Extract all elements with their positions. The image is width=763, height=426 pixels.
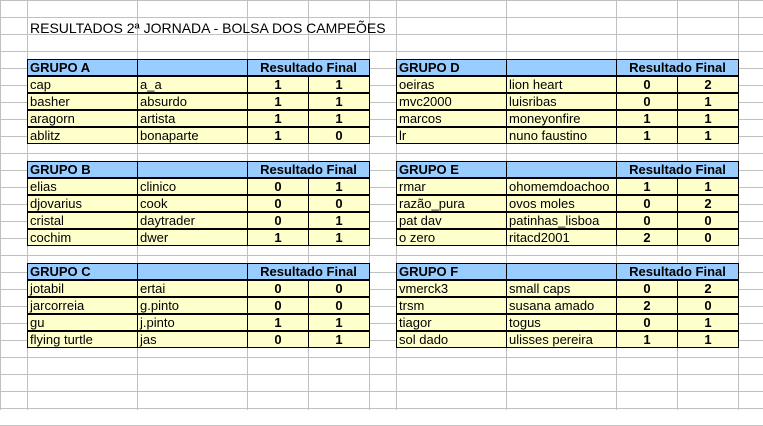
player-away-cell[interactable]: lion heart <box>506 76 617 93</box>
score-home-cell[interactable]: 0 <box>247 195 309 212</box>
player-home-cell[interactable]: tiagor <box>396 314 507 331</box>
player-home-cell[interactable]: rmar <box>396 178 507 195</box>
score-home-cell[interactable]: 0 <box>616 93 678 110</box>
score-away-cell[interactable]: 1 <box>308 76 370 93</box>
score-away-cell[interactable]: 0 <box>677 229 739 246</box>
result-final-header[interactable]: Resultado Final <box>247 59 370 76</box>
player-away-cell[interactable]: clinico <box>137 178 248 195</box>
player-home-cell[interactable]: djovarius <box>27 195 138 212</box>
group-header-blank[interactable] <box>506 263 617 280</box>
group-name-header[interactable]: GRUPO C <box>27 263 138 280</box>
score-home-cell[interactable]: 0 <box>616 280 678 297</box>
result-final-header[interactable]: Resultado Final <box>247 161 370 178</box>
player-home-cell[interactable]: flying turtle <box>27 331 138 348</box>
score-home-cell[interactable]: 1 <box>247 229 309 246</box>
score-home-cell[interactable]: 1 <box>247 127 309 144</box>
grid-row-line <box>0 408 763 409</box>
player-away-cell[interactable]: small caps <box>506 280 617 297</box>
group-header-blank[interactable] <box>506 59 617 76</box>
score-home-cell[interactable]: 1 <box>247 76 309 93</box>
player-away-cell[interactable]: artista <box>137 110 248 127</box>
player-home-cell[interactable]: cristal <box>27 212 138 229</box>
result-final-header[interactable]: Resultado Final <box>616 161 739 178</box>
group-name-header[interactable]: GRUPO B <box>27 161 138 178</box>
score-away-cell[interactable]: 0 <box>677 212 739 229</box>
score-away-cell[interactable]: 1 <box>308 178 370 195</box>
score-away-cell[interactable]: 0 <box>308 195 370 212</box>
score-away-cell[interactable]: 0 <box>677 297 739 314</box>
player-home-cell[interactable]: pat dav <box>396 212 507 229</box>
group-header-blank[interactable] <box>506 161 617 178</box>
score-home-cell[interactable]: 0 <box>247 331 309 348</box>
score-home-cell[interactable]: 0 <box>616 76 678 93</box>
grid-row-line <box>0 374 763 375</box>
group-header-blank[interactable] <box>137 263 248 280</box>
player-away-cell[interactable]: patinhas_lisboa <box>506 212 617 229</box>
grid-row-line <box>0 153 763 154</box>
grid-row-line <box>0 357 763 358</box>
grid-row-line <box>0 391 763 392</box>
score-home-cell[interactable]: 1 <box>247 110 309 127</box>
grid-row-line <box>0 17 763 18</box>
player-home-cell[interactable]: razão_pura <box>396 195 507 212</box>
player-home-cell[interactable]: cap <box>27 76 138 93</box>
score-away-cell[interactable]: 1 <box>677 314 739 331</box>
player-away-cell[interactable]: togus <box>506 314 617 331</box>
player-away-cell[interactable]: daytrader <box>137 212 248 229</box>
group-name-header[interactable]: GRUPO F <box>396 263 507 280</box>
score-home-cell[interactable]: 2 <box>616 297 678 314</box>
score-home-cell[interactable]: 0 <box>616 195 678 212</box>
score-away-cell[interactable]: 1 <box>308 212 370 229</box>
score-home-cell[interactable]: 0 <box>247 178 309 195</box>
group-name-header[interactable]: GRUPO E <box>396 161 507 178</box>
player-home-cell[interactable]: gu <box>27 314 138 331</box>
score-home-cell[interactable]: 1 <box>247 93 309 110</box>
player-away-cell[interactable]: susana amado <box>506 297 617 314</box>
player-away-cell[interactable]: ovos moles <box>506 195 617 212</box>
group-name-header[interactable]: GRUPO D <box>396 59 507 76</box>
player-home-cell[interactable]: o zero <box>396 229 507 246</box>
score-away-cell[interactable]: 2 <box>677 76 739 93</box>
player-home-cell[interactable]: mvc2000 <box>396 93 507 110</box>
result-final-header[interactable]: Resultado Final <box>247 263 370 280</box>
score-home-cell[interactable]: 0 <box>247 297 309 314</box>
group-name-header[interactable]: GRUPO A <box>27 59 138 76</box>
player-away-cell[interactable]: ulisses pereira <box>506 331 617 348</box>
score-home-cell[interactable]: 1 <box>247 314 309 331</box>
score-away-cell[interactable]: 1 <box>677 93 739 110</box>
player-home-cell[interactable]: aragorn <box>27 110 138 127</box>
player-away-cell[interactable]: a_a <box>137 76 248 93</box>
player-away-cell[interactable]: nuno faustino <box>506 127 617 144</box>
player-home-cell[interactable]: sol dado <box>396 331 507 348</box>
player-home-cell[interactable]: cochim <box>27 229 138 246</box>
grid-row-line <box>0 51 763 52</box>
player-home-cell[interactable]: marcos <box>396 110 507 127</box>
player-away-cell[interactable]: absurdo <box>137 93 248 110</box>
player-home-cell[interactable]: vmerck3 <box>396 280 507 297</box>
player-away-cell[interactable]: bonaparte <box>137 127 248 144</box>
score-away-cell[interactable]: 0 <box>308 127 370 144</box>
score-away-cell[interactable]: 1 <box>677 178 739 195</box>
player-away-cell[interactable]: jas <box>137 331 248 348</box>
grid-column-line <box>0 0 1 410</box>
player-away-cell[interactable]: j.pinto <box>137 314 248 331</box>
player-away-cell[interactable]: dwer <box>137 229 248 246</box>
player-home-cell[interactable]: lr <box>396 127 507 144</box>
score-away-cell[interactable]: 1 <box>308 314 370 331</box>
group-header-blank[interactable] <box>137 161 248 178</box>
score-home-cell[interactable]: 1 <box>616 331 678 348</box>
player-away-cell[interactable]: ritacd2001 <box>506 229 617 246</box>
sheet-title: RESULTADOS 2ª JORNADA - BOLSA DOS CAMPEÕES <box>30 20 386 36</box>
player-away-cell[interactable]: moneyonfire <box>506 110 617 127</box>
result-final-header[interactable]: Resultado Final <box>616 59 739 76</box>
player-home-cell[interactable]: ablitz <box>27 127 138 144</box>
score-home-cell[interactable]: 0 <box>616 212 678 229</box>
player-away-cell[interactable]: ohomemdoachoo <box>506 178 617 195</box>
score-away-cell[interactable]: 0 <box>308 280 370 297</box>
score-away-cell[interactable]: 1 <box>308 331 370 348</box>
score-away-cell[interactable]: 0 <box>308 297 370 314</box>
player-home-cell[interactable]: jarcorreia <box>27 297 138 314</box>
score-home-cell[interactable]: 2 <box>616 229 678 246</box>
grid-row-line <box>0 255 763 256</box>
score-home-cell[interactable]: 0 <box>247 212 309 229</box>
player-away-cell[interactable]: g.pinto <box>137 297 248 314</box>
player-away-cell[interactable]: luisribas <box>506 93 617 110</box>
score-home-cell[interactable]: 0 <box>616 314 678 331</box>
player-away-cell[interactable]: cook <box>137 195 248 212</box>
score-away-cell[interactable]: 1 <box>308 110 370 127</box>
score-away-cell[interactable]: 2 <box>677 195 739 212</box>
score-away-cell[interactable]: 2 <box>677 280 739 297</box>
result-final-header[interactable]: Resultado Final <box>616 263 739 280</box>
score-home-cell[interactable]: 1 <box>616 110 678 127</box>
score-away-cell[interactable]: 1 <box>677 127 739 144</box>
group-header-blank[interactable] <box>137 59 248 76</box>
score-away-cell[interactable]: 1 <box>308 229 370 246</box>
score-home-cell[interactable]: 1 <box>616 178 678 195</box>
score-away-cell[interactable]: 1 <box>677 331 739 348</box>
score-away-cell[interactable]: 1 <box>677 110 739 127</box>
player-home-cell[interactable]: trsm <box>396 297 507 314</box>
score-home-cell[interactable]: 1 <box>616 127 678 144</box>
player-home-cell[interactable]: jotabil <box>27 280 138 297</box>
player-home-cell[interactable]: oeiras <box>396 76 507 93</box>
player-home-cell[interactable]: basher <box>27 93 138 110</box>
score-home-cell[interactable]: 0 <box>247 280 309 297</box>
player-home-cell[interactable]: elias <box>27 178 138 195</box>
grid-row-line <box>0 0 763 1</box>
player-away-cell[interactable]: ertai <box>137 280 248 297</box>
score-away-cell[interactable]: 1 <box>308 93 370 110</box>
